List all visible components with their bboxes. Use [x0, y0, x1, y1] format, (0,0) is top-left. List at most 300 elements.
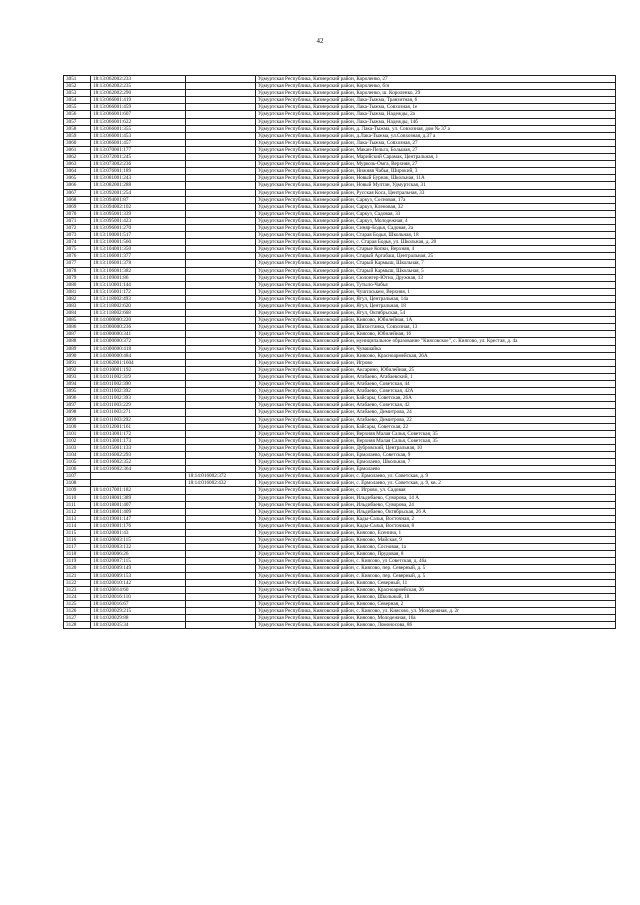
previous-number-cell: [186, 239, 256, 246]
row-number-cell: 3105: [64, 459, 91, 466]
previous-number-cell: [186, 303, 256, 310]
row-number-cell: 3069: [64, 203, 91, 210]
previous-number-cell: [186, 402, 256, 409]
cadastral-number-cell: 18:14:011002:319: [91, 373, 186, 380]
cadastral-number-cell: 18:13:092001:254: [91, 189, 186, 196]
address-cell: Удмуртская Республика, Киясовский район, Киясово, Прудовая, 8: [256, 551, 616, 558]
cadastral-number-cell: 18:13:106001:382: [91, 267, 186, 274]
address-cell: Удмуртская Республика, Киясовский район, с. Ермолаево, ул. Советская, д. 9, кв. 2: [256, 480, 616, 487]
address-cell: Удмуртская Республика, Киясовский район, Аксарино, Юбилейная, 25: [256, 366, 616, 373]
cadastral-number-cell: 18:13:066001:459: [91, 104, 186, 111]
previous-number-cell: [186, 522, 256, 529]
row-number-cell: 3081: [64, 288, 91, 295]
table-row: [64, 359, 616, 366]
row-number-cell: 3053: [64, 90, 91, 97]
cadastral-number-cell: 18:13:118002:493: [91, 295, 186, 302]
table-row: [64, 600, 616, 607]
cadastral-number-cell: 18:13:066001:419: [91, 97, 186, 104]
address-cell: Удмуртская Республика, Киясовский район, Атабаево, Советская, 44: [256, 381, 616, 388]
row-number-cell: 3076: [64, 253, 91, 260]
table-row: [64, 232, 616, 239]
address-cell: Удмуртская Республика, Киясовский район, Киясово, Красноармейская, 26А: [256, 352, 616, 359]
row-number-cell: 3064: [64, 168, 91, 175]
previous-number-cell: [186, 118, 256, 125]
address-cell: Удмуртская Республика, Кизнерский район, Старая Бодья, Школьная, 18: [256, 232, 616, 239]
row-number-cell: 3108: [64, 480, 91, 487]
table-row: [64, 90, 616, 97]
address-cell: Удмуртская Республика, Киясовский район, Киясово, Северный, 11: [256, 579, 616, 586]
table-row: [64, 161, 616, 168]
row-number-cell: 3058: [64, 125, 91, 132]
cadastral-number-cell: 18:14:016002:364: [91, 466, 186, 473]
table-row: [64, 388, 616, 395]
table-row: [64, 430, 616, 437]
cadastral-number-cell: 18:14:000000:372: [91, 338, 186, 345]
table-row: [64, 132, 616, 139]
address-cell: Удмуртская Республика, Кизнерский район, Ягул, Центральная, 14а: [256, 295, 616, 302]
previous-number-cell: [186, 175, 256, 182]
previous-number-cell: 18:14:016002:432: [186, 480, 256, 487]
previous-number-cell: [186, 537, 256, 544]
previous-number-cell: [186, 111, 256, 118]
cadastral-number-cell: 18:13:094002:102: [91, 203, 186, 210]
cadastral-number-cell: 18:14:011002:393: [91, 395, 186, 402]
row-number-cell: 3091: [64, 359, 91, 366]
table-row: [64, 352, 616, 359]
table-row: [64, 97, 616, 104]
previous-number-cell: [186, 139, 256, 146]
table-row: [64, 402, 616, 409]
cadastral-number-cell: 18:13:070001:177: [91, 146, 186, 153]
cadastral-number-cell: 18:14:002001:1604: [91, 359, 186, 366]
previous-number-cell: 18:14:016002:372: [186, 473, 256, 480]
cadastral-number-cell: 18:14:020029:88: [91, 615, 186, 622]
cadastral-number-cell: 18:14:000000:418: [91, 345, 186, 352]
row-number-cell: 3113: [64, 515, 91, 522]
address-cell: Удмуртская Республика, Киясовский район, Игрово: [256, 359, 616, 366]
address-cell: Удмуртская Республика, Киясовский район, Ермолаево, Школьная, 7: [256, 459, 616, 466]
cadastral-number-cell: 18:14:020001:43: [91, 530, 186, 537]
property-table: [63, 75, 616, 629]
previous-number-cell: [186, 600, 256, 607]
previous-number-cell: [186, 615, 256, 622]
row-number-cell: 3071: [64, 217, 91, 224]
table-row: [64, 224, 616, 231]
address-cell: Удмуртская Республика, Кизнерский район, Старые Копки, Верхняя, 4: [256, 246, 616, 253]
previous-number-cell: [186, 267, 256, 274]
cadastral-number-cell: 18:14:020010:142: [91, 579, 186, 586]
table-row: [64, 416, 616, 423]
address-cell: Удмуртская Республика, Кизнерский район, Старый Кармыш, Школьная, 5: [256, 267, 616, 274]
address-cell: Удмуртская Республика, Кизнерский район, Лака-Тыжма, Совхозная, 27: [256, 139, 616, 146]
row-number-cell: 3051: [64, 76, 91, 83]
row-number-cell: 3078: [64, 267, 91, 274]
address-cell: Удмуртская Республика, Киясовский район, Кады-Салья, Восточная, 8: [256, 522, 616, 529]
address-cell: Удмуртская Республика, Кизнерский район, Нижняя Чабья, Широкий, 3: [256, 168, 616, 175]
cadastral-number-cell: 18:14:019001:176: [91, 522, 186, 529]
row-number-cell: 3082: [64, 295, 91, 302]
address-cell: Удмуртская Республика, Киясовский район, с. Киясово, ул Советская, д. 46а: [256, 558, 616, 565]
row-number-cell: 3093: [64, 373, 91, 380]
table-row: [64, 537, 616, 544]
previous-number-cell: [186, 146, 256, 153]
table-row: [64, 565, 616, 572]
previous-number-cell: [186, 154, 256, 161]
cadastral-number-cell: 18:14:020009:149: [91, 565, 186, 572]
previous-number-cell: [186, 253, 256, 260]
previous-number-cell: [186, 430, 256, 437]
row-number-cell: 3114: [64, 522, 91, 529]
cadastral-number-cell: 18:14:019001:147: [91, 515, 186, 522]
address-cell: Удмуртская Республика, Киясовский район, Киясово, Сосновая, 1а: [256, 544, 616, 551]
address-cell: Удмуртская Республика, Киясовский район, Киясово, Школьный, 18: [256, 593, 616, 600]
row-number-cell: 3101: [64, 430, 91, 437]
previous-number-cell: [186, 331, 256, 338]
previous-number-cell: [186, 281, 256, 288]
cadastral-number-cell: 18:13:109001:86: [91, 274, 186, 281]
cadastral-number-cell: 18:14:020006:26: [91, 551, 186, 558]
table-row: [64, 274, 616, 281]
previous-number-cell: [186, 444, 256, 451]
cadastral-number-cell: 18:13:118002:668: [91, 310, 186, 317]
table-row: [64, 480, 616, 487]
previous-number-cell: [186, 104, 256, 111]
cadastral-number-cell: 18:13:094001:87: [91, 196, 186, 203]
previous-number-cell: [186, 608, 256, 615]
table-row: [64, 501, 616, 508]
cadastral-number-cell: 18:14:020016:67: [91, 600, 186, 607]
previous-number-cell: [186, 125, 256, 132]
previous-number-cell: [186, 359, 256, 366]
previous-number-cell: [186, 437, 256, 444]
address-cell: Удмуртская Республика, Киясовский район, Верхняя Малая Салья, Советская, 35: [256, 430, 616, 437]
table-row: [64, 303, 616, 310]
row-number-cell: 3099: [64, 416, 91, 423]
table-row: [64, 544, 616, 551]
address-cell: Удмуртская Республика, Кизнерский район, с. Старая Бодья, ул. Школьная, д. 20: [256, 239, 616, 246]
cadastral-number-cell: 18:13:082001:288: [91, 182, 186, 189]
table-row: [64, 210, 616, 217]
cadastral-number-cell: 18:14:011002:390: [91, 381, 186, 388]
row-number-cell: 3067: [64, 189, 91, 196]
address-cell: Удмуртская Республика, Киясовский район, Ильдибаево, Суворова, 24: [256, 501, 616, 508]
row-number-cell: 3125: [64, 600, 91, 607]
cadastral-number-cell: 18:13:066001:457: [91, 139, 186, 146]
table-row: [64, 189, 616, 196]
cadastral-number-cell: 18:13:081001:243: [91, 175, 186, 182]
cadastral-number-cell: 18:14:000000:484: [91, 352, 186, 359]
row-number-cell: 3063: [64, 161, 91, 168]
table-row: [64, 253, 616, 260]
table-row: [64, 487, 616, 494]
row-number-cell: 3055: [64, 104, 91, 111]
address-cell: Удмуртская Республика, Кизнерский район, Муркозь-Омга, Верхняя, 27: [256, 161, 616, 168]
cadastral-number-cell: 18:14:013001:172: [91, 430, 186, 437]
row-number-cell: 3118: [64, 551, 91, 558]
table-row: [64, 310, 616, 317]
row-number-cell: 3085: [64, 317, 91, 324]
address-cell: Удмуртская Республика, Киясовский район, с. Киясово, ул. Киясово, ул. Молодежная, д. 2г: [256, 608, 616, 615]
cadastral-number-cell: 18:14:016002:352: [91, 459, 186, 466]
previous-number-cell: [186, 409, 256, 416]
address-cell: Удмуртская Республика, Киясовский район, Атабаево, Димитрова, 22: [256, 416, 616, 423]
address-cell: Удмуртская Республика, Киясовский район, с. Киясово, пер. Северный, д. 5: [256, 565, 616, 572]
address-cell: Удмуртская Республика, Кизнерский район, Саркуз, Кленовая, 32: [256, 203, 616, 210]
table-row: [64, 246, 616, 253]
row-number-cell: 3117: [64, 544, 91, 551]
row-number-cell: 3109: [64, 487, 91, 494]
table-row: [64, 608, 616, 615]
row-number-cell: 3070: [64, 210, 91, 217]
table-row: [64, 295, 616, 302]
row-number-cell: 3080: [64, 281, 91, 288]
cadastral-number-cell: 18:13:066001:622: [91, 118, 186, 125]
previous-number-cell: [186, 466, 256, 473]
cadastral-number-cell: 18:13:116001:172: [91, 288, 186, 295]
address-cell: Удмуртская Республика, Киясовский район, Верхняя Малая Салья, Советская, 35: [256, 437, 616, 444]
row-number-cell: 3075: [64, 246, 91, 253]
cadastral-number-cell: 18:14:020003:115: [91, 537, 186, 544]
table-row: [64, 551, 616, 558]
row-number-cell: 3122: [64, 579, 91, 586]
table-row: [64, 423, 616, 430]
previous-number-cell: [186, 388, 256, 395]
previous-number-cell: [186, 501, 256, 508]
previous-number-cell: [186, 381, 256, 388]
row-number-cell: 3088: [64, 338, 91, 345]
previous-number-cell: [186, 459, 256, 466]
row-number-cell: 3073: [64, 232, 91, 239]
address-cell: Удмуртская Республика, Киясовский район, Атабаево, Советская, 42А: [256, 388, 616, 395]
address-cell: Удмуртская Республика, Кизнерский район, Лака-Тыжма, Транзитная, 6: [256, 97, 616, 104]
previous-number-cell: [186, 76, 256, 83]
address-cell: Удмуртская Республика, Кизнерский район, Саркуз, Сосновая, 17а: [256, 196, 616, 203]
address-cell: Удмуртская Республика, Киясовский район, Киясово, Есенина, 1: [256, 530, 616, 537]
address-cell: Удмуртская Республика, Кизнерский район, Новый Мултан, Удмуртская, 31: [256, 182, 616, 189]
cadastral-number-cell: 18:13:062002:290: [91, 90, 186, 97]
cadastral-number-cell: 18:14:000000:341: [91, 331, 186, 338]
previous-number-cell: [186, 260, 256, 267]
address-cell: Удмуртская Республика, Кизнерский район, Новый Бурнак, Школьная, 11А: [256, 175, 616, 182]
address-cell: Удмуртская Республика, Кизнерский район, Макан-Пельга, Большая, 27: [256, 146, 616, 153]
address-cell: Удмуртская Республика, Кизнерский район, Ягул, Октябрьская, 54: [256, 310, 616, 317]
previous-number-cell: [186, 338, 256, 345]
row-number-cell: 3090: [64, 352, 91, 359]
row-number-cell: 3074: [64, 239, 91, 246]
table-row: [64, 175, 616, 182]
row-number-cell: 3110: [64, 494, 91, 501]
row-number-cell: 3104: [64, 451, 91, 458]
cadastral-number-cell: 18:14:016002:293: [91, 451, 186, 458]
address-cell: Удмуртская Республика, Кизнерский район, Чуштаськем, Верхняя, 1: [256, 288, 616, 295]
table-row: [64, 217, 616, 224]
table-row: [64, 154, 616, 161]
cadastral-number-cell: 18:14:020016:110: [91, 593, 186, 600]
cadastral-number-cell: 18:13:066001:607: [91, 111, 186, 118]
previous-number-cell: [186, 565, 256, 572]
previous-number-cell: [186, 395, 256, 402]
table-row: [64, 409, 616, 416]
row-number-cell: 3077: [64, 260, 91, 267]
cadastral-number-cell: 18:13:066001:355: [91, 125, 186, 132]
row-number-cell: 3096: [64, 395, 91, 402]
previous-number-cell: [186, 189, 256, 196]
table-row: [64, 522, 616, 529]
address-cell: Удмуртская Республика, Киясовский район, Ермолаево: [256, 466, 616, 473]
row-number-cell: 3065: [64, 175, 91, 182]
cadastral-number-cell: 18:13:062002:233: [91, 76, 186, 83]
row-number-cell: 3089: [64, 345, 91, 352]
row-number-cell: 3054: [64, 97, 91, 104]
address-cell: Удмуртская Республика, Киясовский район, Киясово, Красноармейская, 26: [256, 586, 616, 593]
address-cell: Удмуртская Республика, Киясовский район, Шихостанка, Совхозная, 13: [256, 324, 616, 331]
address-cell: Удмуртская Республика, Киясовский район, Байсары, Советская, 26А: [256, 395, 616, 402]
cadastral-number-cell: 18:13:095001:339: [91, 210, 186, 217]
address-cell: Удмуртская Республика, Киясовский район, Киясово, Юбилейная, 1А: [256, 317, 616, 324]
previous-number-cell: [186, 373, 256, 380]
row-number-cell: 3060: [64, 139, 91, 146]
address-cell: Удмуртская Республика, Кизнерский район, Синяр-Бодья, Садовая, 2а: [256, 224, 616, 231]
cadastral-number-cell: [91, 473, 186, 480]
address-cell: Удмуртская Республика, Кизнерский район, Сюлонгер-Ютна, Дружная, 13: [256, 274, 616, 281]
cadastral-number-cell: 18:13:104001:350: [91, 246, 186, 253]
address-cell: Удмуртская Республика, Киясовский район, Ильдибаево, Октябрьская, 26 А: [256, 508, 616, 515]
table-row: [64, 622, 616, 629]
row-number-cell: 3103: [64, 444, 91, 451]
table-row: [64, 260, 616, 267]
row-number-cell: 3061: [64, 146, 91, 153]
row-number-cell: 3086: [64, 324, 91, 331]
table-row: [64, 182, 616, 189]
address-cell: Удмуртская Республика, Кизнерский район, Старый Аргабаш, Центральная, 25: [256, 253, 616, 260]
previous-number-cell: [186, 196, 256, 203]
table-row: [64, 76, 616, 83]
previous-number-cell: [186, 530, 256, 537]
table-row: [64, 324, 616, 331]
previous-number-cell: [186, 217, 256, 224]
previous-number-cell: [186, 210, 256, 217]
previous-number-cell: [186, 544, 256, 551]
previous-number-cell: [186, 161, 256, 168]
row-number-cell: 3107: [64, 473, 91, 480]
cadastral-number-cell: 18:13:100001:517: [91, 232, 186, 239]
previous-number-cell: [186, 317, 256, 324]
row-number-cell: 3087: [64, 331, 91, 338]
previous-number-cell: [186, 203, 256, 210]
table-row: [64, 345, 616, 352]
table-row: [64, 586, 616, 593]
cadastral-number-cell: 18:14:012001:161: [91, 423, 186, 430]
row-number-cell: 3059: [64, 132, 91, 139]
address-cell: Удмуртская Республика, Кизнерский район, Лака-Тыжма, Совхозная, 1е: [256, 104, 616, 111]
cadastral-number-cell: 18:13:062002:235: [91, 83, 186, 90]
address-cell: Удмуртская Республика, Киясовский район, Байсары, Советская, 22: [256, 423, 616, 430]
address-cell: Удмуртская Республика, Кизнерский район, Ягул, Центральная, 18: [256, 303, 616, 310]
previous-number-cell: [186, 423, 256, 430]
table-row: [64, 139, 616, 146]
table-body: [64, 76, 616, 629]
row-number-cell: 3123: [64, 586, 91, 593]
row-number-cell: 3116: [64, 537, 91, 544]
row-number-cell: 3083: [64, 303, 91, 310]
table-row: [64, 615, 616, 622]
table-row: [64, 459, 616, 466]
address-cell: Удмуртская Республика, Киясовский район, Атабаево, Советская, 42: [256, 402, 616, 409]
previous-number-cell: [186, 90, 256, 97]
table-row: [64, 593, 616, 600]
row-number-cell: 3112: [64, 508, 91, 515]
address-cell: Удмуртская Республика, Кизнерский район, Марийский Сарамак, Центральная, 1: [256, 154, 616, 161]
previous-number-cell: [186, 558, 256, 565]
previous-number-cell: [186, 366, 256, 373]
table-row: [64, 373, 616, 380]
cadastral-number-cell: 18:14:013001:173: [91, 437, 186, 444]
previous-number-cell: [186, 324, 256, 331]
table-row: [64, 437, 616, 444]
table-row: [64, 530, 616, 537]
previous-number-cell: [186, 274, 256, 281]
cadastral-number-cell: 18:14:020029:215: [91, 608, 186, 615]
address-cell: Удмуртская Республика, Киясовский район, Дубровский, Центральная, 10: [256, 444, 616, 451]
cadastral-number-cell: 18:14:020035:34: [91, 622, 186, 629]
cadastral-number-cell: 18:14:018001:389: [91, 494, 186, 501]
table-row: [64, 466, 616, 473]
address-cell: Удмуртская Республика, Киясовский район, с. Игрово, ул. Садовая: [256, 487, 616, 494]
table-row: [64, 125, 616, 132]
table-row: [64, 317, 616, 324]
table-row: [64, 381, 616, 388]
table-row: [64, 395, 616, 402]
cadastral-number-cell: 18:14:020009:153: [91, 572, 186, 579]
row-number-cell: 3056: [64, 111, 91, 118]
table-row: [64, 508, 616, 515]
table-row: [64, 451, 616, 458]
row-number-cell: 3068: [64, 196, 91, 203]
row-number-cell: 3092: [64, 366, 91, 373]
cadastral-number-cell: 18:14:000000:220: [91, 317, 186, 324]
cadastral-number-cell: 18:14:017001:182: [91, 487, 186, 494]
address-cell: Удмуртская Республика, Кизнерский район, Саркуз, Молодежная, 4: [256, 217, 616, 224]
cadastral-number-cell: 18:14:020003:132: [91, 544, 186, 551]
cadastral-number-cell: 18:13:096001:270: [91, 224, 186, 231]
address-cell: Удмуртская Республика, Киясовский район, Атабаево, Атабаевский, 1: [256, 373, 616, 380]
cadastral-number-cell: 18:13:110001:144: [91, 281, 186, 288]
row-number-cell: 3052: [64, 83, 91, 90]
row-number-cell: 3062: [64, 154, 91, 161]
row-number-cell: 3124: [64, 593, 91, 600]
address-cell: Удмуртская Республика, Кизнерский район, Русская Коса, Центральная, 33: [256, 189, 616, 196]
row-number-cell: 3084: [64, 310, 91, 317]
row-number-cell: 3120: [64, 565, 91, 572]
previous-number-cell: [186, 451, 256, 458]
address-cell: Удмуртская Республика, Кизнерский район, Короленко, ш. Короленко, 29: [256, 90, 616, 97]
previous-number-cell: [186, 579, 256, 586]
table-row: [64, 281, 616, 288]
previous-number-cell: [186, 572, 256, 579]
previous-number-cell: [186, 487, 256, 494]
table-row: [64, 239, 616, 246]
cadastral-number-cell: 18:14:011003:229: [91, 402, 186, 409]
table-row: [64, 288, 616, 295]
table-row: [64, 558, 616, 565]
previous-number-cell: [186, 295, 256, 302]
previous-number-cell: [186, 246, 256, 253]
row-number-cell: 3066: [64, 182, 91, 189]
address-cell: Удмуртская Республика, Киясовский район, с. Киясово, пер. Северный, д. 5: [256, 572, 616, 579]
address-cell: Удмуртская Республика, Киясовский район, Кады-Салья, Восточная, 2: [256, 515, 616, 522]
cadastral-number-cell: 18:13:106001:378: [91, 260, 186, 267]
previous-number-cell: [186, 515, 256, 522]
